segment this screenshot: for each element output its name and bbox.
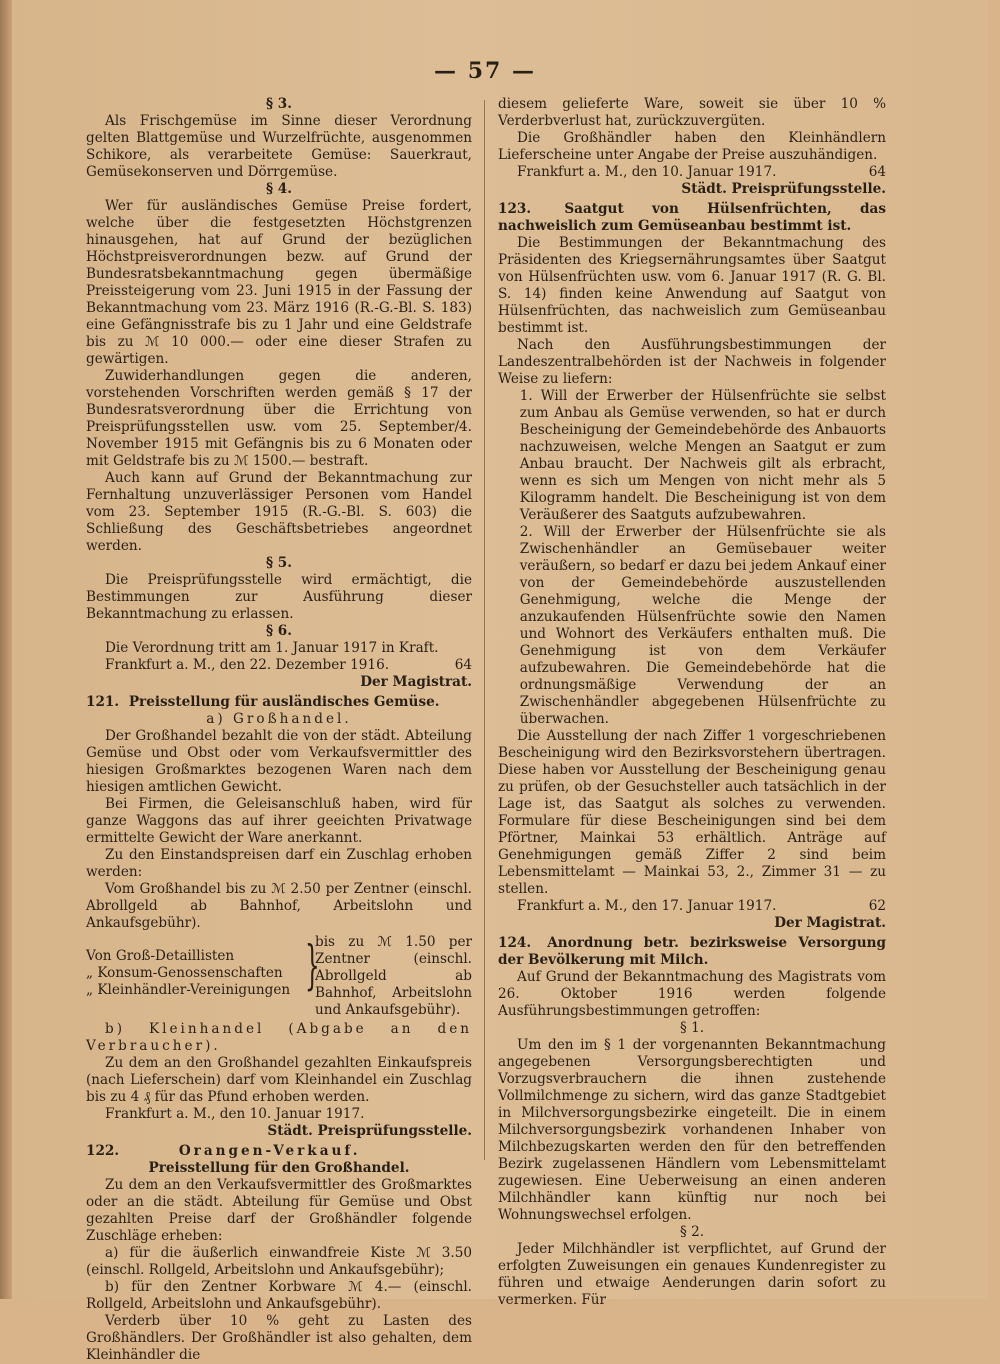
entry-paragraph: Die Großhändler haben den Kleinhändlern Lieferscheine unter Angabe der Preise auszuhändigen.	[498, 130, 886, 163]
entry-paragraph: Die Ausstellung der nach Ziffer 1 vorgeschriebenen Bescheinigung wird den Bezirksvorstehern übertragen. Diese haben vor Ausstellung der Bescheinigung genau zu prüfen, ob der Gesuchsteller auch tatsächlich in der Lage ist, das Saatgut als solches zu verwenden. Formulare für diese Bescheinigungen sind bei dem Pförtner, Mainkai 53 erhältlich. Anträge auf Genehmigungen gemäß Ziffer 2 sind beim Lebensmittelamt — Mainkai 53, 2., Zimmer 31 — zu stellen.	[498, 728, 886, 897]
column-divider	[484, 100, 485, 1160]
entry-title: Saatgut von Hülsenfrüchten, das nachweislich zum Gemüseanbau bestimmt ist.	[498, 201, 886, 234]
reference-number: 62	[868, 898, 886, 914]
reference-number: 64	[454, 657, 472, 673]
page-binding-edge	[0, 0, 12, 1299]
section-3-text: Als Frischgemüse im Sinne dieser Verordnung gelten Blattgemüse und Wurzelfrüchte, ausgenommen Schikore, als verarbeitete Gemüse: Sauerkraut, Gemüsekonserven und Dörrgemüse.	[86, 113, 472, 180]
section-2-heading: § 2.	[679, 1224, 705, 1240]
entry-subtitle: Preisstellung für den Großhandel.	[148, 1160, 410, 1176]
section-2-text: Jeder Milchhändler ist verpflichtet, auf Grund der erfolgten Zuweisungen ein genaues Kundenregister zu führen und etwaige Aenderungen darin sofort zu vermerken. Für	[498, 1241, 886, 1308]
section-6-heading: § 6.	[265, 623, 293, 639]
entry-title: Preisstellung für ausländisches Gemüse.	[128, 694, 440, 710]
list-item: 1. Will der Erwerber der Hülsenfrüchte sie selbst zum Anbau als Gemüse verwenden, so hat er durch Bescheinigung der Gemeindebehörde des Anbauorts nachzuweisen, welche Mengen an Saatgut er zum Anbau braucht. Der Nachweis gilt als erbracht, wenn es sich um Mengen von nicht mehr als 5 Kilogramm handelt. Die Bescheinigung ist von dem Veräußerer des Saatguts aufzubewahren.	[519, 388, 886, 523]
page-number: — 57 —	[434, 58, 536, 84]
right-column	[498, 96, 886, 1309]
entry-paragraph: a) für die äußerlich einwandfreie Kiste ℳ 3.50 (einschl. Rollgeld, Arbeitslohn und Ankaufsgebühr);	[86, 1245, 472, 1278]
section-6-text: Die Verordnung tritt am 1. Januar 1917 in Kraft.	[105, 640, 439, 656]
entry-paragraph: Der Großhandel bezahlt die von der städt. Abteilung Gemüse und Obst oder vom Verkaufsvermittler des hiesigen Großmarktes bezogenen Waren nach dem hiesigen amtlichen Gewicht.	[86, 728, 472, 795]
list-item: 2. Will der Erwerber der Hülsenfrüchte sie als Zwischenhändler an Gemüsebauer weiter veräußern, so bedarf er dazu bei jedem Ankauf einer von der Gemeindebehörde auszustellenden Genehmigung, welche die Menge der anzukaufenden Hülsenfrüchte sowie den Namen und Wohnort des Verkäufers enthalten muß. Die Genehmigung ist von dem Verkäufer aufzubewahren. Die Gemeindebehörde hat die ordnungsmäßige Verwendung der an Zwischenhändler abgegebenen Hülsenfrüchte zu überwachen.	[519, 524, 886, 727]
date-text: Frankfurt a. M., den 22. Dezember 1916.	[105, 657, 390, 673]
entry-paragraph: Verderb über 10 % geht zu Lasten des Großhändlers. Der Großhändler ist also gehalten, dem Kleinhändler die	[86, 1313, 472, 1363]
entry-paragraph: Zu den Einstandspreisen darf ein Zuschlag erhoben werden:	[86, 847, 472, 880]
section-5-heading: § 5.	[265, 555, 293, 571]
entry-number: 123.	[498, 201, 532, 217]
dateline	[498, 898, 886, 915]
section-4-paragraph: Wer für ausländisches Gemüse Preise fordert, welche über die festgesetzten Höchstgrenzen hinausgehen, hat auf Grund der bezüglichen Höchstpreisverordnungen bezw. auf Grund der Bundesratsbekanntmachung gegen übermäßige Preissteigerung vom 23. Juni 1915 in der Fassung der Bekanntmachung vom 23. März 1916 (R.-G.-Bl. S. 183) eine Gefängnisstrafe bis zu 1 Jahr und eine Geldstrafe bis zu ℳ 10 000.— oder eine dieser Strafen zu gewärtigen.	[86, 198, 472, 367]
entry-paragraph: Bei Firmen, die Geleisanschluß haben, wird für ganze Waggons das auf ihrer geeichten Privatwage ermittelte Gewicht der Ware anerkannt.	[86, 796, 472, 846]
subsection-heading: b) Kleinhandel (Abgabe an den Verbraucher).	[86, 1021, 472, 1054]
surcharge-brace-block	[86, 934, 472, 1019]
requirements-list	[498, 388, 886, 728]
entry-paragraph: Vom Großhandel bis zu ℳ 2.50 per Zentner (einschl. Abrollgeld ab Bahnhof, Arbeitslohn und Ankaufsgebühr).	[86, 881, 472, 931]
date-text: Frankfurt a. M., den 10. Januar 1917.	[105, 1106, 365, 1122]
continued-text: diesem gelieferte Ware, soweit sie über 10 % Verderbverlust hat, zurückzuvergüten.	[498, 96, 886, 129]
section-3-heading: § 3.	[265, 96, 293, 112]
entry-number: 124.	[498, 935, 532, 951]
entry-paragraph: Auf Grund der Bekanntmachung des Magistrats vom 26. Oktober 1916 werden folgende Ausführungsbestimmungen getroffen:	[498, 969, 886, 1019]
subsection-heading: a) Großhandel.	[206, 711, 352, 727]
signature: Städt. Preisprüfungsstelle.	[267, 1123, 472, 1139]
section-5-text: Die Preisprüfungsstelle wird ermächtigt, die Bestimmungen zur Ausführung dieser Bekanntmachung zu erlassen.	[86, 572, 472, 622]
entry-123-heading	[498, 201, 886, 235]
entry-title: Anordnung betr. bezirksweise Versorgung der Bevölkerung mit Milch.	[498, 935, 887, 968]
entry-paragraph: Die Bestimmungen der Bekanntmachung des Präsidenten des Kriegsernährungsamtes über Saatgut von Hülsenfrüchten usw. vom 6. Januar 1917 (R. G. Bl. S. 14) finden keine Anwendung auf Saatgut von Hülsenfrüchten, das nachweislich zum Gemüseanbau bestimmt ist.	[498, 235, 886, 336]
entry-title: Orangen-Verkauf.	[178, 1143, 361, 1159]
entry-paragraph: Zu dem an den Verkaufsvermittler des Großmarktes oder an die städt. Abteilung für Gemüse und Obst gezahlten Preise darf der Großhändler folgende Zuschläge erheben:	[86, 1177, 472, 1244]
brace-item: Von Groß-Detaillisten	[86, 948, 235, 964]
entry-124-heading	[498, 935, 886, 969]
section-4-paragraph: Auch kann auf Grund der Bekanntmachung zur Fernhaltung unzuverlässiger Personen vom Handel vom 23. September 1915 (R.-G.-Bl. S. 603) die Schließung des Geschäftsbetriebes angeordnet werden.	[86, 470, 472, 554]
section-1-text: Um den im § 1 der vorgenannten Bekanntmachung angegebenen Versorgungsberechtigten und Vorzugsverbrauchern die ihnen zustehende Vollmilchmenge zu sichern, wird das ganze Stadtgebiet in Milchversorgungsbezirke eingeteilt. Die in einem Milchversorgungsbezirk vorhandenen Inhaber von Milchbezugskarten werden den für den betreffenden Bezirk zugelassenen Händlern vom Lebensmittelamt zugewiesen. Eine Ueberweisung an einen anderen Milchhändler kann künftig nur noch bei Wohnungswechsel erfolgen.	[498, 1037, 886, 1223]
section-1-heading: § 1.	[679, 1020, 705, 1036]
brace-items	[86, 934, 301, 1019]
signature: Der Magistrat.	[360, 674, 472, 690]
entry-number: 122.	[86, 1143, 120, 1159]
brace-item: „ Konsum-Genossenschaften	[86, 965, 283, 981]
date-text: Frankfurt a. M., den 17. Januar 1917.	[517, 898, 777, 914]
entry-paragraph: Nach den Ausführungsbestimmungen der Landeszentralbehörden ist der Nachweis in folgender Weise zu liefern:	[498, 337, 886, 387]
entry-paragraph: b) für den Zentner Korbware ℳ 4.— (einschl. Rollgeld, Arbeitslohn und Ankaufsgebühr).	[86, 1279, 472, 1312]
brace-symbol: }	[304, 936, 320, 996]
dateline	[86, 657, 472, 674]
date-text: Frankfurt a. M., den 10. Januar 1917.	[517, 164, 777, 180]
entry-121-heading	[86, 694, 472, 711]
section-4-paragraph: Zuwiderhandlungen gegen die anderen, vorstehenden Vorschriften werden gemäß § 17 der Bundesratsverordnung über die Errichtung von Preisprüfungsstellen usw. vom 25. September/4. November 1915 mit Gefängnis bis zu 6 Monaten oder mit Geldstrafe bis zu ℳ 1500.— bestraft.	[86, 368, 472, 469]
signature: Städt. Preisprüfungsstelle.	[681, 181, 886, 197]
entry-number: 121.	[86, 694, 120, 710]
brace-item: „ Kleinhändler-Vereinigungen	[86, 982, 291, 998]
reference-number: 64	[868, 164, 886, 180]
dateline	[498, 164, 886, 181]
signature: Der Magistrat.	[774, 915, 886, 931]
brace-text: bis zu ℳ 1.50 per Zentner (einschl. Abrollgeld ab Bahnhof, Arbeitslohn und Ankaufsgebühr).	[315, 934, 472, 1018]
section-4-heading: § 4.	[265, 181, 293, 197]
entry-paragraph: Zu dem an den Großhandel gezahlten Einkaufspreis (nach Lieferschein) darf vom Kleinhandel ein Zuschlag bis zu 4 ₰ für das Pfund erhoben werden.	[86, 1055, 472, 1105]
entry-122-heading	[86, 1143, 472, 1160]
left-column	[86, 96, 472, 1364]
